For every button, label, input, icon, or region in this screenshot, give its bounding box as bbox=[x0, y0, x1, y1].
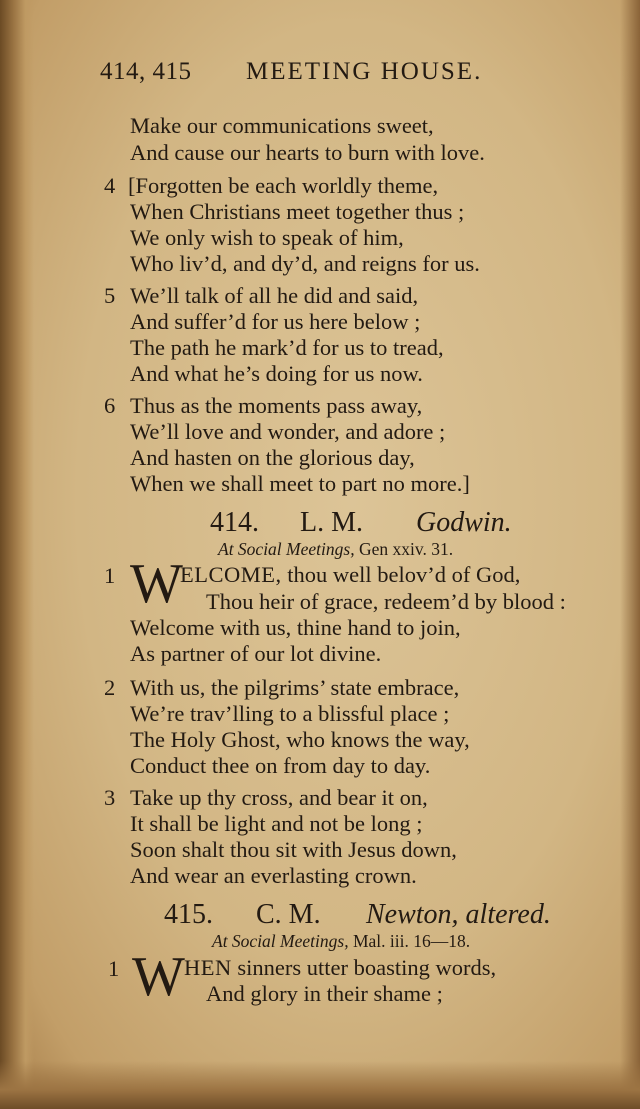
continuation-line: Make our communications sweet, bbox=[130, 113, 434, 138]
small-caps-word: HEN bbox=[184, 955, 232, 980]
verse-line: And glory in their shame ; bbox=[206, 981, 443, 1006]
occasion-title: At Social Meetings, bbox=[218, 539, 355, 559]
verse-line: We’re trav’lling to a blissful place ; bbox=[130, 701, 450, 726]
verse-line: Who liv’d, and dy’d, and reigns for us. bbox=[130, 251, 480, 276]
verse-line: The Holy Ghost, who knows the way, bbox=[130, 727, 470, 752]
verse-line: As partner of our lot divine. bbox=[130, 641, 382, 666]
hymn-occasion bbox=[212, 930, 470, 952]
verse-line: Thou heir of grace, redeem’d by blood : bbox=[206, 589, 566, 614]
hymn-number: 415. bbox=[164, 899, 213, 930]
header-hymn-numbers: 414, 415 bbox=[100, 58, 192, 85]
verse-line-first bbox=[184, 954, 496, 982]
verse-line: Conduct thee on from day to day. bbox=[130, 753, 431, 778]
stanza-number: 2 bbox=[104, 675, 116, 700]
stanza-number: 1 bbox=[108, 956, 120, 981]
continuation-line: And cause our hearts to burn with love. bbox=[130, 140, 485, 165]
verse-line: It shall be light and not be long ; bbox=[130, 811, 423, 836]
occasion-title: At Social Meetings, bbox=[212, 931, 349, 951]
hymn-meter: L. M. bbox=[300, 507, 363, 538]
verse-line: We only wish to speak of him, bbox=[130, 225, 404, 250]
verse-line: Take up thy cross, and bear it on, bbox=[130, 785, 428, 810]
verse-line: And wear an everlasting crown. bbox=[130, 863, 417, 888]
verse-line: When we shall meet to part no more.] bbox=[130, 471, 470, 496]
verse-line-rest: thou well belov’d of God, bbox=[287, 562, 521, 587]
verse-line: When Christians meet together thus ; bbox=[130, 199, 465, 224]
hymn-number: 414. bbox=[210, 507, 259, 538]
verse-line: And suffer’d for us here below ; bbox=[130, 309, 421, 334]
verse-line: And hasten on the glorious day, bbox=[130, 445, 415, 470]
header-title: MEETING HOUSE. bbox=[246, 58, 483, 85]
verse-line-rest: sinners utter boasting words, bbox=[237, 955, 497, 980]
scripture-reference: Mal. iii. 16—18. bbox=[352, 931, 471, 951]
hymn-meter: C. M. bbox=[256, 899, 321, 930]
page-binding-shadow bbox=[0, 0, 34, 1109]
stanza-number: 5 bbox=[104, 283, 116, 308]
verse-line-first bbox=[180, 561, 520, 589]
stanza-number: 3 bbox=[104, 785, 116, 810]
verse-line: Thus as the moments pass away, bbox=[130, 393, 423, 418]
verse-line: [Forgotten be each worldly theme, bbox=[128, 173, 439, 198]
verse-line: And what he’s doing for us now. bbox=[130, 361, 423, 386]
verse-line: We’ll love and wonder, and adore ; bbox=[130, 419, 446, 444]
verse-line: Soon shalt thou sit with Jesus down, bbox=[130, 837, 457, 862]
page-right-edge bbox=[620, 0, 640, 1109]
hymn-tune: Godwin. bbox=[416, 507, 512, 538]
scripture-reference: Gen xxiv. 31. bbox=[358, 539, 454, 559]
verse-line: We’ll talk of all he did and said, bbox=[130, 283, 419, 308]
verse-line: The path he mark’d for us to tread, bbox=[130, 335, 444, 360]
stanza-number: 1 bbox=[104, 563, 116, 588]
stanza-number: 6 bbox=[104, 393, 116, 418]
verse-line: Welcome with us, thine hand to join, bbox=[130, 615, 461, 640]
small-caps-word: ELCOME, bbox=[180, 562, 282, 587]
page-bottom-edge bbox=[0, 1061, 640, 1109]
hymn-occasion bbox=[218, 538, 453, 560]
hymn-tune: Newton, altered. bbox=[366, 899, 551, 930]
drop-cap: W bbox=[132, 946, 185, 1008]
running-header bbox=[100, 58, 500, 94]
stanza-number: 4 bbox=[104, 173, 116, 198]
drop-cap: W bbox=[130, 553, 183, 615]
verse-line: With us, the pilgrims’ state embrace, bbox=[130, 675, 460, 700]
